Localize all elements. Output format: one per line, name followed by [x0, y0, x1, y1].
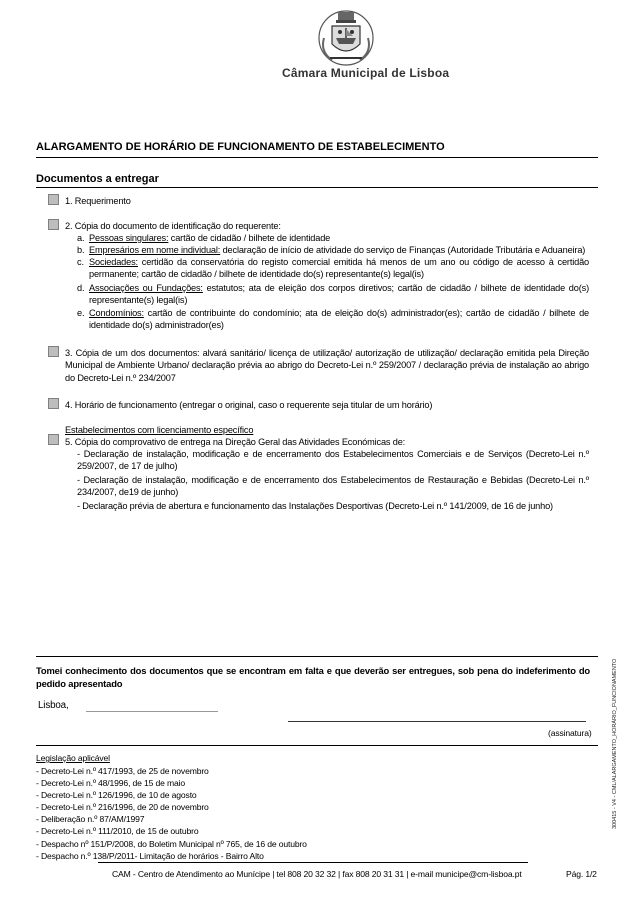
licensed-heading: Estabelecimentos com licenciamento específico — [65, 425, 254, 435]
footer-divider — [98, 862, 528, 863]
municipal-crest-logo — [316, 8, 376, 68]
item2-checkbox[interactable] — [48, 219, 59, 230]
item3-text: 3. Cópia de um dos documentos: alvará sanitário/ licença de utilização/ autorização de utilização/ declaração emitida pela Direção Municipal de Ambiente Urbano/ declaração prévia ao abrigo do Decreto-Lei n.º 259/2007 / declaração prévia de instalação ao abrigo do Decreto-Lei n.º 234/2007 — [65, 348, 589, 383]
item1-text: 1. Requerimento — [65, 196, 131, 206]
item4-text: 4. Horário de funcionamento (entregar o original, caso o requerente seja titular de um horário) — [65, 400, 433, 410]
section-divider — [36, 187, 598, 188]
item2-b — [89, 244, 599, 256]
item2-a — [89, 232, 589, 244]
item2-b-term: Empresários em nome individual: — [89, 245, 221, 255]
item2-c-term: Sociedades: — [89, 257, 138, 267]
item2-d-term: Associações ou Fundações: — [89, 283, 203, 293]
ack-divider — [36, 656, 598, 657]
item1-checkbox[interactable] — [48, 194, 59, 205]
place-label: Lisboa, — [38, 700, 69, 711]
item2-c-text: certidão da conservatória do registo comercial emitida há menos de um ano ou código de acesso à certidão permanente; cartão de cidadão / bilhete de identidade do(s) representante(s) legal(is) — [89, 257, 589, 280]
item5-checkbox[interactable] — [48, 434, 59, 445]
item5-c: - Declaração prévia de abertura e funcionamento das Instalações Desportivas (Decreto-Lei n.º 141/2009, de 16 de junho) — [77, 501, 553, 511]
legislation-item: - Decreto-Lei n.º 48/1996, de 15 de maio — [36, 778, 186, 789]
item3-checkbox[interactable] — [48, 346, 59, 357]
item5-text: 5. Cópia do comprovativo de entrega na Direção Geral das Atividades Económicas de: — [65, 437, 406, 447]
document-title: ALARGAMENTO DE HORÁRIO DE FUNCIONAMENTO DE ESTABELECIMENTO — [36, 141, 445, 153]
legislation-item: - Decreto-Lei n.º 417/1993, de 25 de novembro — [36, 766, 209, 776]
item2-b-text: declaração de início de atividade do serviço de Finanças (Autoridade Tributária e Aduaneira) — [220, 245, 586, 255]
item2-e-term: Condomínios: — [89, 308, 144, 318]
item2-e-label: e. — [77, 308, 85, 318]
form-code: 300415 - V4 - CML/ALARGAMENTO_HORÁRIO_FUNCIONAMENTO — [612, 658, 618, 829]
item5-b: - Declaração de instalação, modificação e de encerramento dos Estabelecimentos de Restauração e Bebidas (Decreto-Lei n.º 234/2007, de19 de junho) — [77, 475, 589, 498]
signature-label: (assinatura) — [548, 728, 592, 738]
signature-field[interactable] — [288, 721, 586, 722]
legislation-heading: Legislação aplicável — [36, 753, 110, 763]
legislation-list — [36, 765, 307, 862]
item2-b-label: b. — [77, 245, 85, 255]
acknowledgement-text: Tomei conhecimento dos documentos que se encontram em falta e que deverão ser entregues, sob pena do indeferimento do pedido apresentado — [36, 665, 590, 689]
item5-a: - Declaração de instalação, modificação e de encerramento dos Estabelecimentos Comerciais e de Serviços (Decreto-Lei n.º 259/2007, de 17 de julho) — [77, 449, 589, 472]
legislation-item: - Deliberação n.º 87/AM/1997 — [36, 814, 145, 825]
item2-d-label: d. — [77, 283, 85, 293]
item2-c-label: c. — [77, 257, 84, 267]
item4-checkbox[interactable] — [48, 398, 59, 409]
item2-e-text: cartão de contribuinte do condomínio; ata de eleição do(s) administrador(es); cartão de cidadão / bilhete de identidade do(s) administrador(es) — [89, 308, 589, 331]
item2-d-text: estatutos; ata de eleição dos corpos diretivos; cartão de cidadão / bilhete de identidade do(s) representante(s) legal(is) — [89, 283, 589, 306]
footer-contact: CAM - Centro de Atendimento ao Munícipe | tel 808 20 32 32 | fax 808 20 31 31 | e-mail municipe@cm-lisboa.pt — [112, 869, 522, 879]
documents-heading: Documentos a entregar — [36, 173, 159, 185]
legislation-item: - Despacho nº 151/P/2008, do Boletim Municipal nº 765, de 16 de outubro — [36, 838, 307, 849]
title-divider — [36, 157, 598, 158]
organization-name: Câmara Municipal de Lisboa — [282, 66, 450, 80]
item2-d — [89, 282, 589, 307]
item2-text: 2. Cópia do documento de identificação do requerente: — [65, 221, 281, 231]
legislation-item: - Decreto-Lei n.º 216/1996, de 20 de novembro — [36, 802, 209, 813]
item2-e — [89, 307, 589, 332]
legislation-item: - Despacho n.º 138/P/2011- Limitação de horários - Bairro Alto — [36, 850, 264, 861]
item2-c — [89, 256, 589, 281]
legislation-divider — [36, 745, 598, 746]
legislation-item: - Decreto-Lei n.º 111/2010, de 15 de outubro — [36, 826, 199, 837]
item2-a-label: a. — [77, 233, 85, 243]
item2-a-text: cartão de cidadão / bilhete de identidade — [168, 233, 331, 243]
item2-a-term: Pessoas singulares: — [89, 233, 169, 243]
date-field[interactable] — [86, 711, 218, 712]
page-number: Pág. 1/2 — [566, 869, 597, 879]
legislation-item: - Decreto-Lei n.º 126/1996, de 10 de agosto — [36, 790, 197, 801]
